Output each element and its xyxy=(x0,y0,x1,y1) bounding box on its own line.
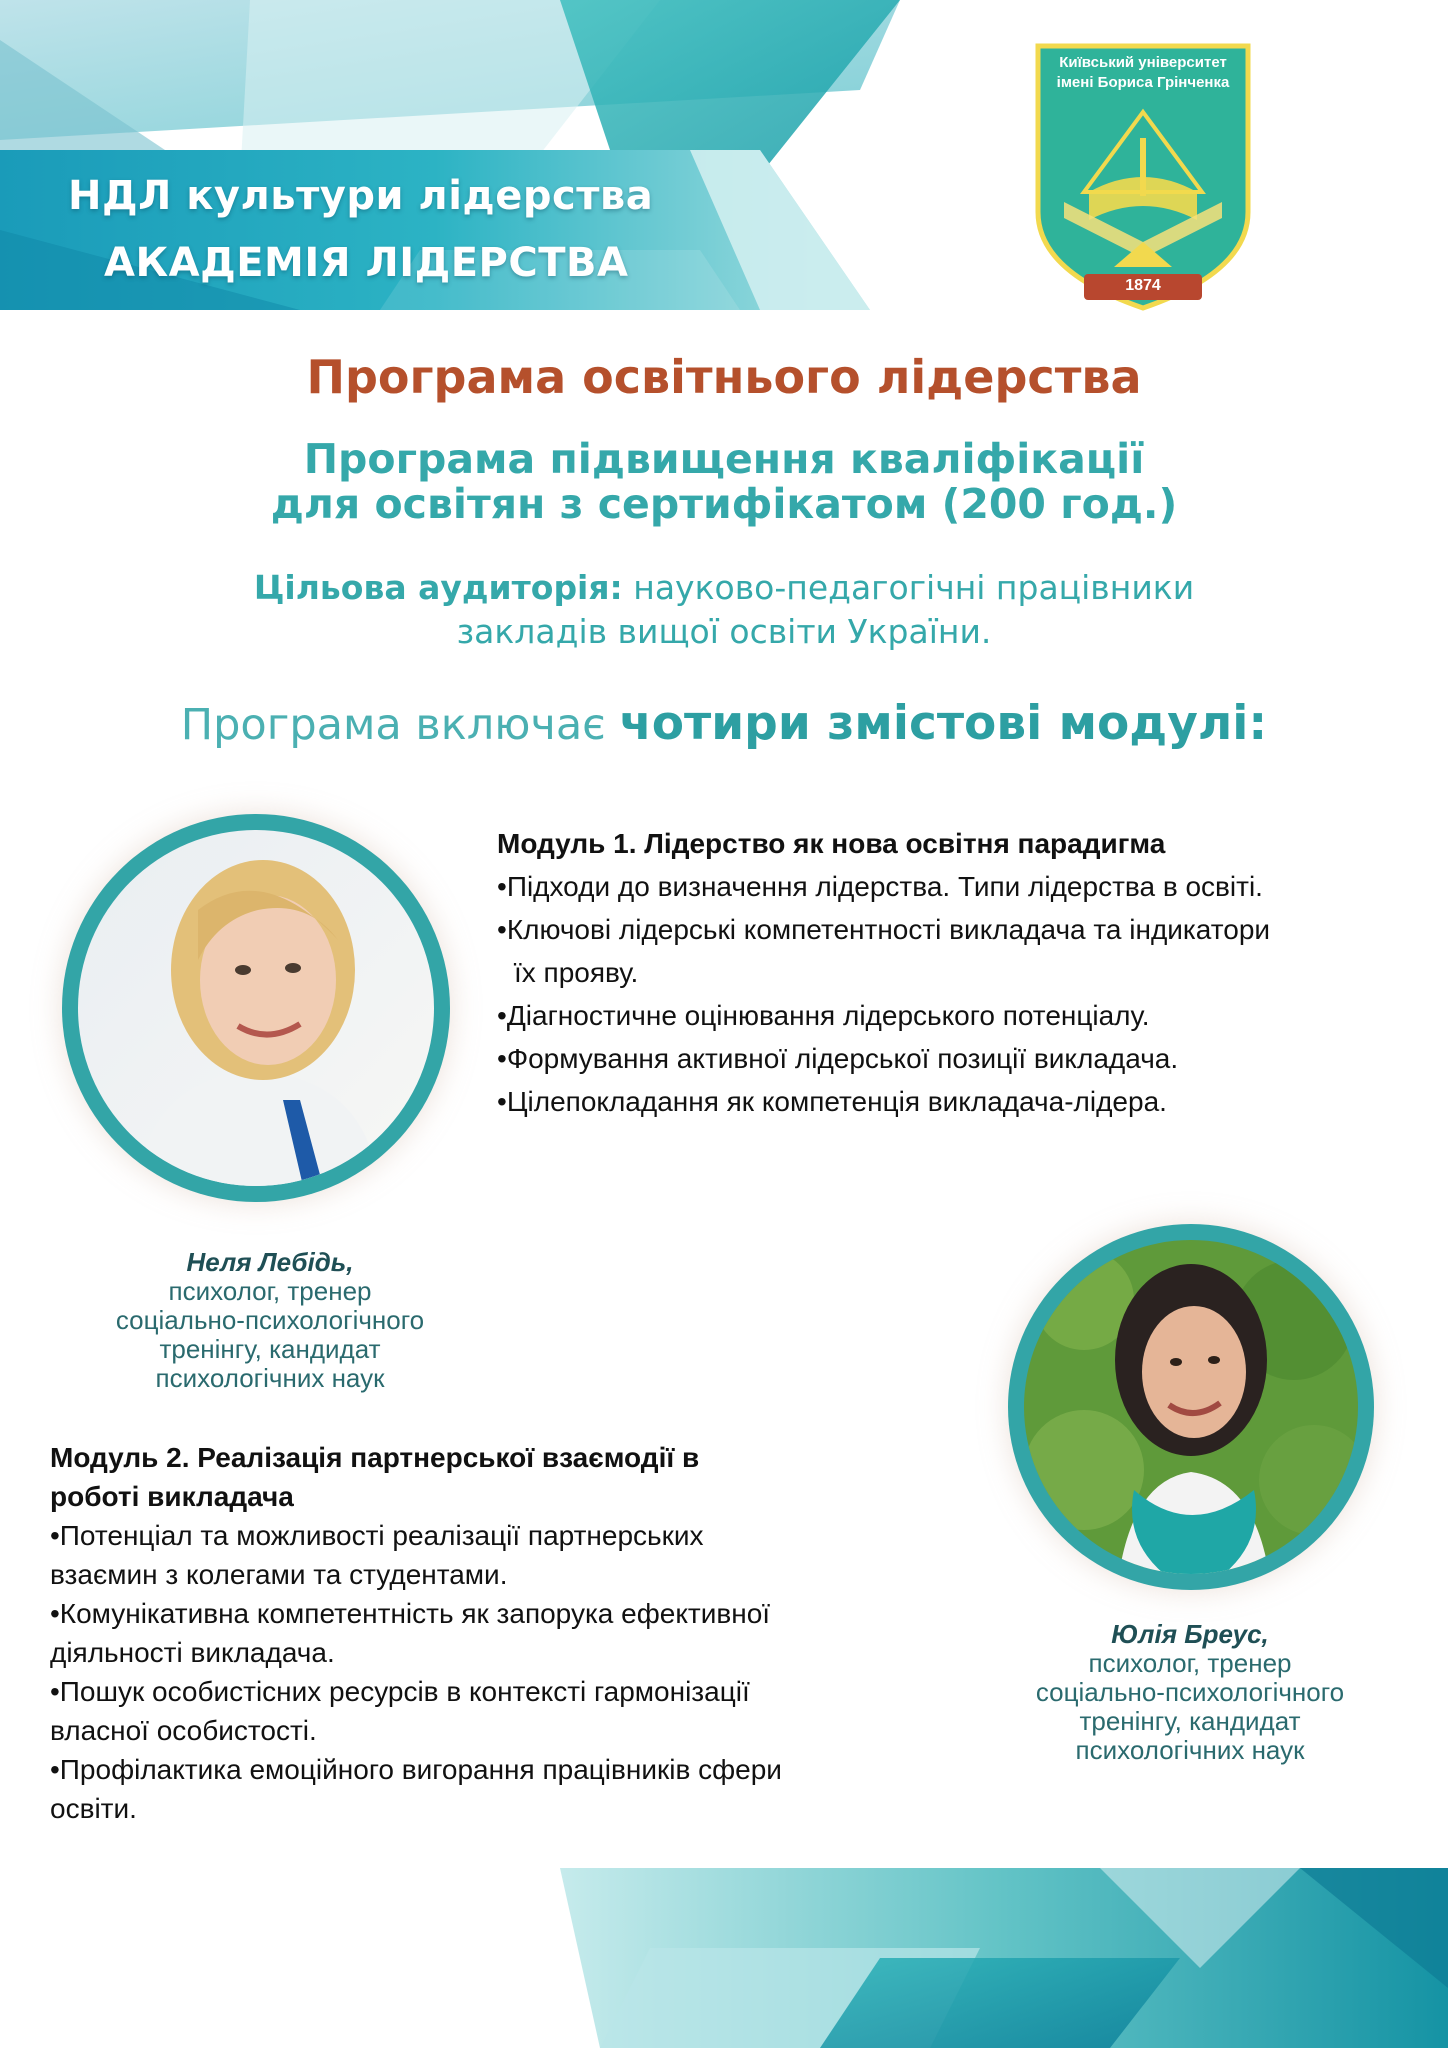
module1-item: • Діагностичне оцінювання лідерського потенціалу. xyxy=(497,994,1397,1037)
trainer2-role-line: психологічних наук xyxy=(1075,1735,1305,1765)
trainer1-photo-frame xyxy=(62,814,450,1202)
trainer1-role-line: соціально-психологічного xyxy=(115,1305,425,1335)
trainer1-role-line: тренінгу, кандидат xyxy=(159,1334,381,1364)
lab-title: НДЛ культури лідерства xyxy=(68,173,654,219)
trainer1-portrait-icon xyxy=(78,830,434,1186)
target-audience-line2: закладів вищої освіти України. xyxy=(456,612,992,651)
module1-item-continued: їх прояву. xyxy=(514,957,639,988)
target-audience-text: науково-педагогічні працівники xyxy=(622,568,1195,607)
trainer2-role-line: соціально-психологічного xyxy=(1035,1677,1345,1707)
module2-title-line2: роботі викладача xyxy=(50,1481,294,1512)
module1-item: • Формування активної лідерської позиції викладача. xyxy=(497,1037,1397,1080)
crest-university-line2: імені Бориса Грінченка xyxy=(1056,74,1230,91)
module1-item: • Ключові лідерські компетентності викладача та індикатори xyxy=(497,908,1397,951)
trainer2-name: Юлія Бреус, xyxy=(1111,1619,1269,1649)
modules-intro-prefix: Програма включає xyxy=(180,700,620,750)
crest-year: 1874 xyxy=(1125,277,1161,294)
crest-university-line1: Київський університет xyxy=(1059,54,1227,71)
trainer1-role-line: психолог, тренер xyxy=(168,1276,372,1306)
trainer2-role-line: психолог, тренер xyxy=(1088,1648,1292,1678)
trainer1-role-line: психологічних наук xyxy=(155,1363,385,1393)
trainer1-name: Неля Лебідь, xyxy=(186,1247,354,1277)
target-audience-label: Цільова аудиторія: xyxy=(253,568,623,607)
trainer2-role-line: тренінгу, кандидат xyxy=(1079,1706,1301,1736)
trainer2-portrait-icon xyxy=(1024,1240,1358,1574)
module2-line: освіти. xyxy=(50,1793,137,1824)
trainer2-caption xyxy=(975,1620,1405,1765)
modules-intro-bold: чотири змістові модулі: xyxy=(619,696,1268,751)
module2 xyxy=(50,1438,930,1828)
module2-line: •Потенціал та можливості реалізації партнерських xyxy=(50,1520,704,1551)
module2-line: взаємин з колегами та студентами. xyxy=(50,1559,508,1590)
program-subtitle-line2: для освітян з сертифікатом (200 год.) xyxy=(270,480,1178,528)
footer-background xyxy=(0,1868,1448,2048)
module2-title-line1: Модуль 2. Реалізація партнерської взаємодії в xyxy=(50,1442,700,1473)
footer-decoration xyxy=(0,1868,1448,2048)
university-crest xyxy=(1034,42,1252,312)
module2-line: •Пошук особистісних ресурсів в контексті гармонізації xyxy=(50,1676,750,1707)
trainer2-photo-frame xyxy=(1008,1224,1374,1590)
module2-line: діяльності викладача. xyxy=(50,1637,335,1668)
trainer2-photo xyxy=(1024,1240,1358,1574)
academy-title: АКАДЕМІЯ ЛІДЕРСТВА xyxy=(104,240,629,286)
module2-line: •Профілактика емоційного вигорання працівників сфери xyxy=(50,1754,782,1785)
modules-intro xyxy=(0,696,1448,751)
module2-line: власної особистості. xyxy=(50,1715,317,1746)
trainer1-photo xyxy=(78,830,434,1186)
program-subtitle-line1: Програма підвищення кваліфікації xyxy=(303,435,1145,483)
module1-item: • Підходи до визначення лідерства. Типи лідерства в освіті. xyxy=(497,865,1397,908)
trainer1-caption xyxy=(60,1248,480,1393)
module1-item: • Цілепокладання як компетенція викладача-лідера. xyxy=(497,1080,1397,1123)
module2-line: •Комунікативна компетентність як запорука ефективної xyxy=(50,1598,771,1629)
target-audience-line1 xyxy=(0,568,1448,607)
program-title: Програма освітнього лідерства xyxy=(306,350,1142,404)
module1-title: Модуль 1. Лідерство як нова освітня парадигма xyxy=(497,828,1166,859)
module1 xyxy=(497,822,1397,1123)
